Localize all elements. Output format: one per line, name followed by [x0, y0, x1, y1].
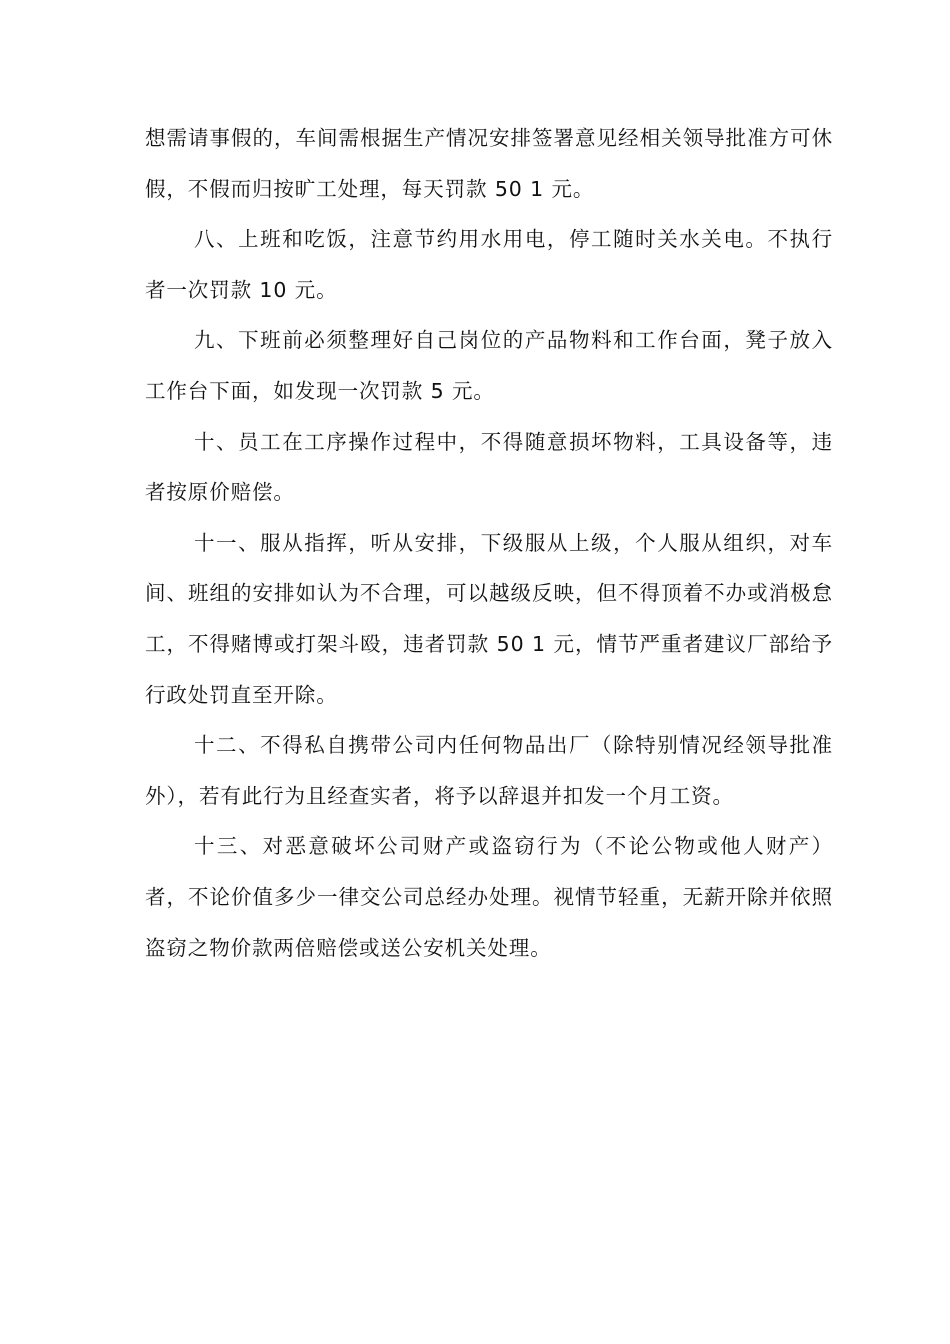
- paragraph-rule-13: 十三、对恶意破坏公司财产或盗窃行为（不论公物或他人财产）者，不论价值多少一律交公司总经办处理。视情节轻重，无薪开除并依照盗窃之物价款两倍赔偿或送公安机关处理。: [145, 834, 833, 960]
- paragraph-continuation-7: 想需请事假的，车间需根据生产情况安排签署意见经相关领导批准方可休假，不假而归按旷工处理，每天罚款 50 1 元。: [145, 126, 833, 201]
- paragraph-rule-8: 八、上班和吃饭，注意节约用水用电，停工随时关水关电。不执行者一次罚款 10 元。: [145, 227, 833, 302]
- paragraph-rule-9: 九、下班前必须整理好自己岗位的产品物料和工作台面，凳子放入工作台下面，如发现一次罚款 5 元。: [145, 328, 833, 403]
- paragraph-rule-11: 十一、服从指挥，听从安排，下级服从上级，个人服从组织，对车间、班组的安排如认为不合理，可以越级反映，但不得顶着不办或消极怠工，不得赌博或打架斗殴，违者罚款 50 1 元，情节严重者建议厂部给予行政处罚直至开除。: [145, 530, 833, 707]
- paragraph-rule-12: 十二、不得私自携带公司内任何物品出厂（除特别情况经领导批准外），若有此行为且经查实者，将予以辞退并扣发一个月工资。: [145, 733, 833, 808]
- document-body: [145, 113, 833, 973]
- paragraph-rule-10: 十、员工在工序操作过程中，不得随意损坏物料，工具设备等，违者按原价赔偿。: [145, 429, 833, 505]
